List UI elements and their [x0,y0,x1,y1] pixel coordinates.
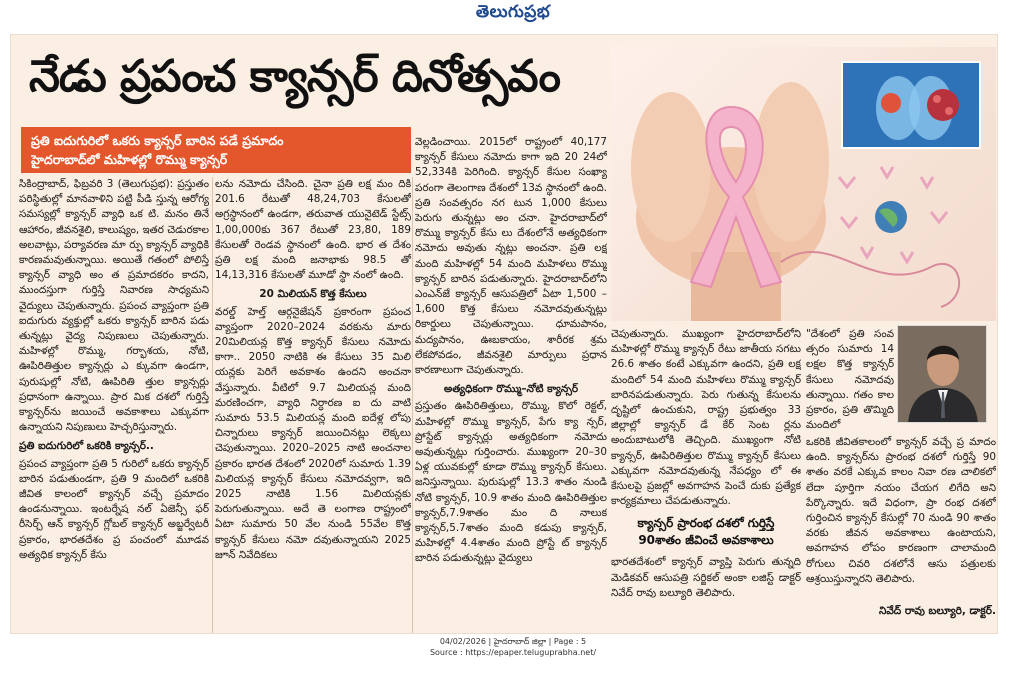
ribbon-photo [611,47,996,321]
footer-date-page: 04/02/2026 | హైదరాబాద్ జిల్లా | Page : 5 [439,637,587,646]
article-column-3 [415,135,607,633]
column-rule [212,177,213,633]
highlight-line-2: 90శాతం జీవించే అవకాశాలు [638,533,774,548]
headline: నేడు ప్రపంచ క్యాన్సర్ దినోత్సవం [29,51,560,102]
article-column-4 [611,327,801,634]
quote-paragraph: "దేశంలో ప్రతి సంవ త్సరం సుమారు 14 లక్షల కొత్త క్యాన్సర్ కేసులు నమోదవు తున్నాయి. గతం కాల ప్రకారం, ప్రతి తొమ్మిది మందిలో [806,328,894,432]
newspaper-logo[interactable]: తెలుగుప్రభ [475,2,551,22]
subheading: అత్యధికంగా రొమ్ము–నోటి క్యాన్సర్ [443,383,579,396]
lung-xray-inset [841,61,981,149]
paragraph: చెపుతున్నారు. ముఖ్యంగా హైదరాబాద్‌లోని మహిళల్లో రొమ్ము క్యాన్సర్ రేటు జాతీయ సగటు 26.6 శాతం కంటే ఎక్కువగా ఉందని, ప్రతి లక్ష మందిలో 54 మంది మహిళలు రొమ్ము క్యాన్సర్ బారినపడుతున్నారు. పెరు గుతున్న కేసులను దృష్టిలో ఉంచుకుని, రాష్ట్ర ప్రభుత్వం 33 జిల్లాల్లో క్యాన్సర్ డే కేర్ సెంట ర్లను అందుబాటులోకి తెచ్చింది. ముఖ్యంగా నోటి క్యాన్సర్, ఊపిరితిత్తుల రొమ్ము క్యాన్సర్ కేసులు ఎక్కువగా నమోదవుతున్న నేపధ్యం లో ఈ కేసులపై ప్రజల్లో అవగాహన పెంచే దుకు ప్రత్యేక కార్యక్రమాలు చేపడుతున్నారు. [611,328,801,508]
deck-line-2: హైదరాబాద్‌లో మహిళల్లో రొమ్ము క్యాన్సర్ [31,152,228,167]
doctor-portrait [898,326,987,423]
article-column-5-top [806,327,894,433]
paragraph: సికింద్రాబాద్, ఫిబ్రవరి 3 (తెలుగుప్రభ): ప్రస్తుతం పరిస్థితుల్లో మానవాళిని పట్టి పీడి స్తున్న ఆరోగ్య సమస్యల్లో క్యాన్సర్ వ్యాధి ఒక టి. మనం తినే ఆహారం, జీవనశైలి, కాలుష్యం, ఇతర చెడురకాల అలవాట్లు, పర్యావరణ మా ర్పు క్యాన్సర్ వ్యాధికి కారణమవుతున్నాయి. అయితే గతంలో పోలిస్తే క్యాన్సర్ వ్యాధి అం త ప్రమాదకరం కాదని, ముందస్తుగా గుర్తిస్తే నివారణ సాధ్యమని వైద్యులు చెపుతున్నారు. ప్రపంచ వ్యాప్తంగా ప్రతి ఐదుగురు వ్యక్తుల్లో ఒకరు క్యాన్సర్ బారిన పడు తున్నట్లు వైద్య నిపుణులు చెపుతున్నారు. మహిళల్లో రొమ్ము, గర్భాశయ, నోటి, ఊపిరితిత్తుల క్యాన్సర్లు ఎ క్కువగా ఉండగా, పురుషుల్లో నోటి, ఊపిరితి త్తుల క్యాన్సర్లు ప్రధానంగా ఉన్నాయి. ప్రార మిక దశలో గుర్తిస్తే క్యాన్సర్‌ను జయించే అవకాశాలు ఎక్కువగా ఉన్నాయని నిపుణులు హెచ్చరిస్తున్నారు. [19,178,209,434]
paragraph: లను నమోదు చేసింది. చైనా ప్రతి లక్ష మం దికి 201.6 రేటుతో 48,24,703 కేసులతో అగ్రస్థానంలో ఉండగా, తరువాత యునైటెడ్ స్టేట్స్ 1,00,000కు 367 రేటుతో 23,80, 189 కేసులతో రెండవ స్థానంలో ఉంది. భార త దేశం ప్రతి లక్ష మంది జనాభాకు 98.5 తో 14,13,316 కేసులతో మూడో స్థా నంలో ఉంది. [215,178,411,282]
paragraph: ప్రపంచ వ్యాప్తంగా ప్రతి 5 గురిలో ఒకరు క్యాన్సర్ బారిన పడుతుండగా, ప్రతి 9 మందిలో ఒకరికి జీవిత కాలంలో క్యాన్సర్ వచ్చే ప్రమాదం ఉండనున్నాయి. ఇంటర్నేష నల్ ఏజెన్సీ ఫర్ రీసెర్చ్ ఆన్ క్యాన్సర్ గ్లోబల్ క్యాన్సర్ అబ్జర్వేటరీ ప్రకారం, భారతదేశం ప్ర పంచంలో మూడవ అత్యధిక క్యాన్సర్ కేసు [19,457,209,561]
highlight-subheading [611,515,801,549]
page-footer [0,636,1026,658]
article-column-2 [215,177,411,633]
paragraph: వరల్డ్ హెల్త్ ఆర్గనైజేషన్ ప్రకారంగా ప్రపంచ వ్యాప్తంగా 2020–2024 వరకును మారు 20మిలియన్ల కొత్త క్యాన్సర్ కేసులు నమోదు కాగా.. 2050 నాటికి ఈ కేసులు 35 మిలి యన్లకు పెరిగే అవకాశం ఉందని అంచనా వేస్తున్నారు. వీటిలో 9.7 మిలియన్ల మంది మరణించగా, వ్యాధి నిర్ధారణ ఐ దు వాటి సుమారు 53.5 మిలియన్ల మంది ఐదేళ్ల లోపు చిన్నారులు క్యాన్సర్ జయించినట్లు లెక్కలు చెపుతున్నాయి. 2020–2025 నాటి అంచనాల ప్రకారం భారత దేశంలో 2020లో సుమారు 1.39 మిలియన్ల క్యాన్సర్ కేసులు నమోదవ్వగా, ఇది 2025 నాటికి 1.56 మిలియన్లకు పెరుగుతున్నాయి. అదే తె లంగాణ రాష్ట్రంలో ఏటా సుమారు 50 వేల నుండి 55వేల కొత్త క్యాన్సర్ కేసులు నమో దవుతున్నాయని 2025 జూన్ నివేదికలు [215,305,411,561]
paragraph: భారతదేశంలో క్యాన్సర్ వ్యాప్తి పెరుగు తున్నది మెడికవర్ ఆసుపత్రి సర్జికల్ అంకా లజిస్ట్ డాక్టర్ నివేద్ రావు బల్యూరి తెలిపారు. [611,556,801,599]
highlight-line-1: క్యాన్సర్ ప్రారంభ దశలో గుర్తిస్తే [637,516,775,531]
deck-banner [21,127,411,173]
column-rule [412,177,413,633]
deck-line-1: ప్రతి ఐదుగురిలో ఒకరు క్యాన్సర్ బారిన పడే ప్రమాదం [31,133,284,148]
doctor-photo [897,325,987,423]
byline: నివేద్ రావు బల్యూరి, డాక్టర్. [878,605,996,617]
paragraph: వెల్లడించాయి. 2015లో రాష్ట్రంలో 40,177 క్యాన్సర్ కేసులు నమోదు కాగా ఇది 20 24లో 52,334కి పెరిగింది. క్యాన్సర్ కేసుల సంఖ్యా పరంగా తెలంగాణ దేశంలో 13వ స్థానంలో ఉంది. ప్రతి సంవత్సరం నగ టున 1,000 కేసులు పెరుగు తున్నట్లు అం చనా. హైదరాబాద్‌లో రొమ్ము క్యాన్సర్ కేసు లు దేశంలోనే అత్యధికంగా నమోదు అవుతు న్నట్లు అంచనా. ప్రతి లక్ష మంది మహిళల్లో 54 మంది మహిళలు రొమ్ము క్యాన్సర్ బారిన పడుతున్నారు. హైదరాబాద్‌లోని ఎంఎన్‌జే క్యాన్సర్ ఆసుపత్రిలో ఏటా 1,500 –1,600 కొత్త కేసులు నమోదవుతున్నట్లు రికార్డులు చెపుతున్నాయి. ధూమపానం, మద్యపానం, ఊబకాయం, శారీరక శ్రమ లేకపోవడం, జీవనశైలి మార్పులు ప్రధాన కారణాలుగా చెపుతున్నారు. [415,136,607,377]
paragraph: ఒకరికి జీవితకాలంలో క్యాన్సర్ వచ్చే ప్ర మాదం ఉంది. క్యాన్సర్‌ను ప్రారంభ దశలో గుర్తిస్తే 90 శాతం వరకే ఎక్కువ కాలం నివా రణ చాలికలో లేదా పూర్తిగా నయం చేయగ లిగేది అని పేర్కొన్నారు. ఇదే విధంగా, ప్రా రంభ దశలో గుర్తించిన క్యాన్సర్ కేసుల్లో 70 నుండి 90 శాతం వరకు జీవన అవకాశాలు ఉంటాయని, అవగాహన లోపం కారణంగా చాలామంది రోగులు చివరి దశలోనే ఆసు పత్రులకు ఆశ్రయిస్తున్నారని తెలిపారు. [806,436,996,585]
subheading: 20 మిలియన్ కొత్త కేసులు [259,288,367,301]
paragraph: ప్రస్తుతం ఊపిరితిత్తులు, రొమ్ము, కొలో రెక్టల్, మహిళల్లో రొమ్ము క్యాన్సర్, పేగు క్యా న్సర్, ప్రోస్టేట్ క్యాన్సర్లు అత్యధికంగా నమోదు అవుతున్నట్లు గుర్తించారు. ముఖ్యంగా 20–30 ఏళ్ల యువకుల్లో కూడా రొమ్ము క్యాన్సర్ కేసులు. జనిస్తున్నాయి. పురుషుల్లో 13.3 శాతం నుండి నోటి క్యాన్సర్, 10.9 శాతం మంది ఊపిరితిత్తుల క్యాన్సర్,7.9శాతం మం ది నాలుక క్యాన్సర్,5.7శాతం మంది కడుపు క్యాన్సర్, మహిళల్లో 4.4శాతం మంది ప్రోస్టే ట్ క్యాన్సర్ బారిన పడుతున్నట్లు వైద్యులు [415,400,607,565]
footer-source[interactable]: Source : https://epaper.teluguprabha.net/ [429,648,597,657]
masthead [0,0,1026,28]
article-column-1 [19,177,209,633]
lung-illustration [843,63,981,149]
newspaper-clipping [10,34,998,634]
subheading: ప్రతి ఐదుగురిలో ఒకరికి క్యాన్సర్.. [19,440,154,453]
